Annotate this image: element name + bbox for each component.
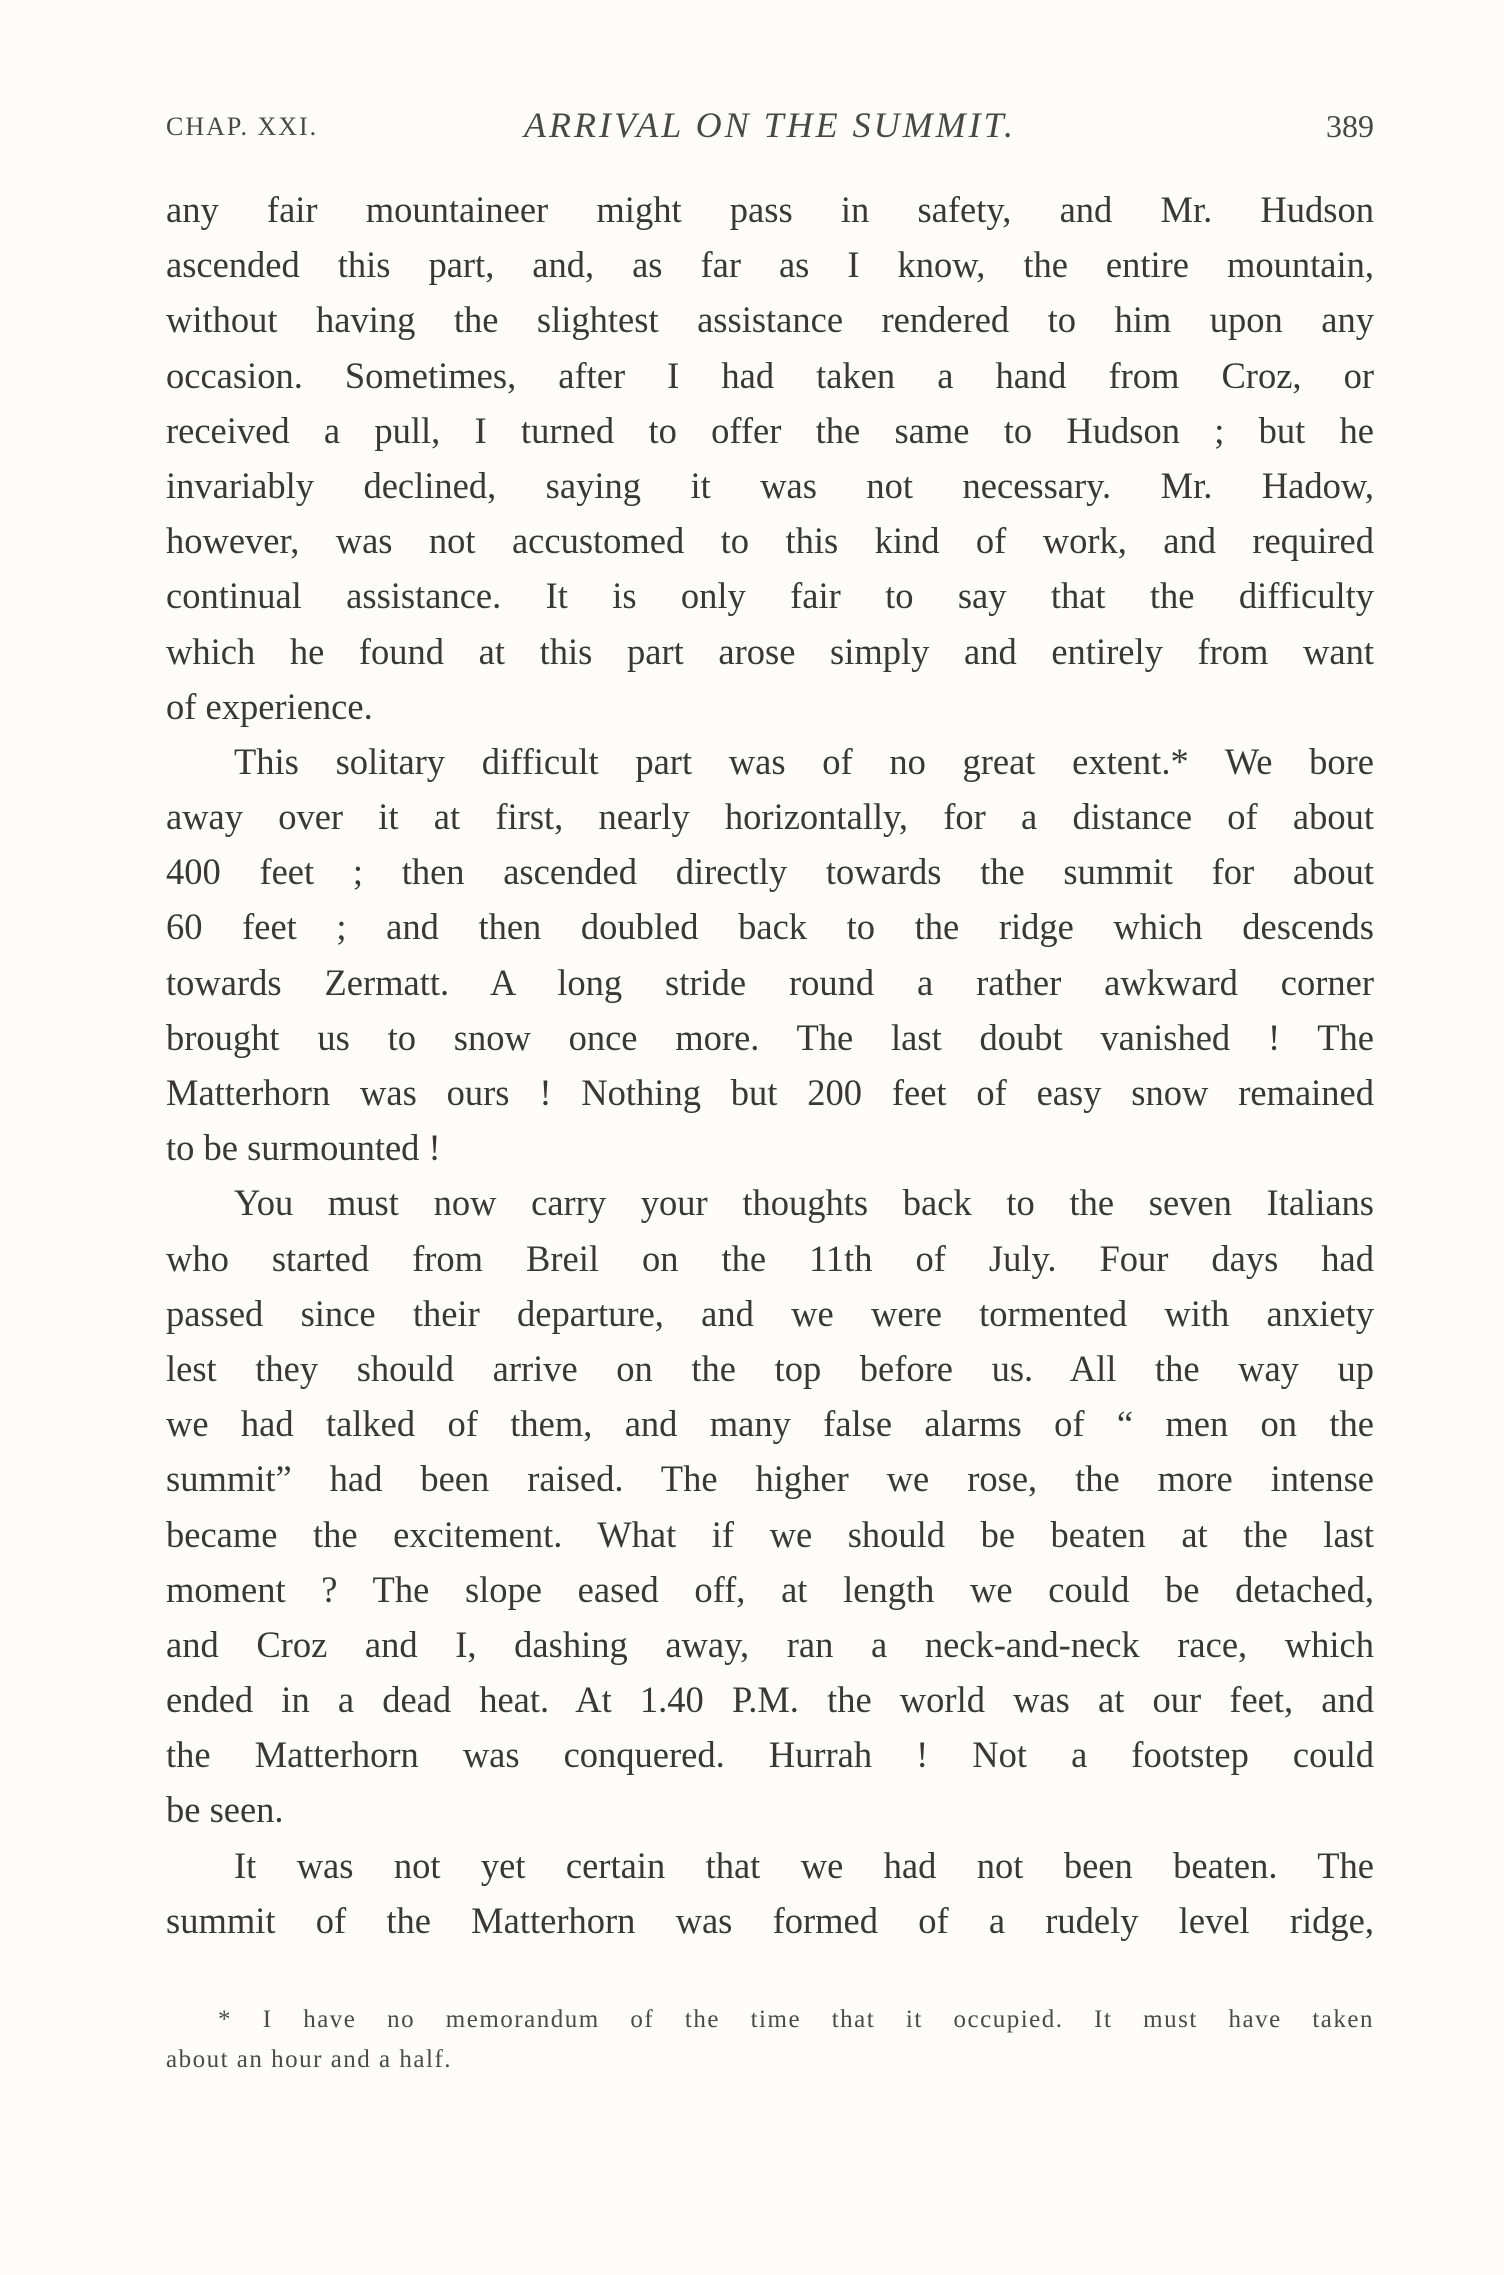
footnote-line: * I have no memorandum of the time that it occupied. It must have taken bbox=[218, 2006, 1374, 2033]
text-line: the Matterhorn was conquered. Hurrah ! Not a footstep could bbox=[166, 1734, 1374, 1776]
text-line: passed since their departure, and we were tormented with anxiety bbox=[166, 1292, 1374, 1334]
text-line: away over it at first, nearly horizontally, for a distance of about bbox=[166, 796, 1374, 838]
text-line: and Croz and I, dashing away, ran a neck-and-neck race, which bbox=[166, 1623, 1374, 1665]
text-line: lest they should arrive on the top before us. All the way up bbox=[166, 1347, 1374, 1389]
text-line: It was not yet certain that we had not been beaten. The bbox=[234, 1844, 1374, 1886]
text-line: ascended this part, and, as far as I know, the entire mountain, bbox=[166, 244, 1374, 286]
text-line: invariably declined, saying it was not necessary. Mr. Hadow, bbox=[166, 464, 1374, 506]
text-line: You must now carry your thoughts back to the seven Italians bbox=[234, 1182, 1374, 1224]
text-line: who started from Breil on the 11th of July. Four days had bbox=[166, 1237, 1374, 1279]
text-line: summit” had been raised. The higher we rose, the more intense bbox=[166, 1458, 1374, 1500]
text-line: became the excitement. What if we should be beaten at the last bbox=[166, 1513, 1374, 1555]
text-line: continual assistance. It is only fair to say that the difficulty bbox=[166, 575, 1374, 617]
text-line: occasion. Sometimes, after I had taken a hand from Croz, or bbox=[166, 354, 1374, 396]
text-line: brought us to snow once more. The last doubt vanished ! The bbox=[166, 1016, 1374, 1058]
chapter-label: CHAP. XXI. bbox=[166, 112, 319, 141]
text-line: without having the slightest assistance rendered to him upon any bbox=[166, 299, 1374, 341]
text-line: to be surmounted ! bbox=[166, 1127, 441, 1169]
text-line: any fair mountaineer might pass in safety, and Mr. Hudson bbox=[166, 189, 1374, 230]
text-line: 60 feet ; and then doubled back to the ridge which descends bbox=[166, 906, 1374, 948]
text-line: Matterhorn was ours ! Nothing but 200 feet of easy snow remained bbox=[166, 1072, 1374, 1113]
body-text bbox=[166, 182, 1374, 1948]
text-line: received a pull, I turned to offer the same to Hudson ; but he bbox=[166, 409, 1374, 451]
text-line: summit of the Matterhorn was formed of a rudely level ridge, bbox=[166, 1899, 1374, 1941]
running-header bbox=[166, 98, 1374, 148]
footnote-line: about an hour and a half. bbox=[166, 2046, 453, 2073]
text-line: we had talked of them, and many false alarms of “ men on the bbox=[166, 1403, 1374, 1445]
text-line: towards Zermatt. A long stride round a rather awkward corner bbox=[166, 961, 1374, 1003]
text-line: which he found at this part arose simply and entirely from want bbox=[166, 630, 1374, 672]
text-line: be seen. bbox=[166, 1789, 284, 1831]
running-title: ARRIVAL ON THE SUMMIT. bbox=[524, 105, 1016, 145]
footnote bbox=[166, 2000, 1374, 2080]
text-line: however, was not accustomed to this kind of work, and required bbox=[166, 520, 1374, 562]
text-line: moment ? The slope eased off, at length we could be detached, bbox=[166, 1568, 1374, 1610]
page-number: 389 bbox=[1326, 108, 1374, 144]
text-line: 400 feet ; then ascended directly towards the summit for about bbox=[166, 851, 1374, 893]
text-line: ended in a dead heat. At 1.40 P.M. the world was at our feet, and bbox=[166, 1679, 1374, 1721]
text-line: This solitary difficult part was of no great extent.* We bore bbox=[234, 740, 1374, 782]
text-line: of experience. bbox=[166, 685, 373, 727]
